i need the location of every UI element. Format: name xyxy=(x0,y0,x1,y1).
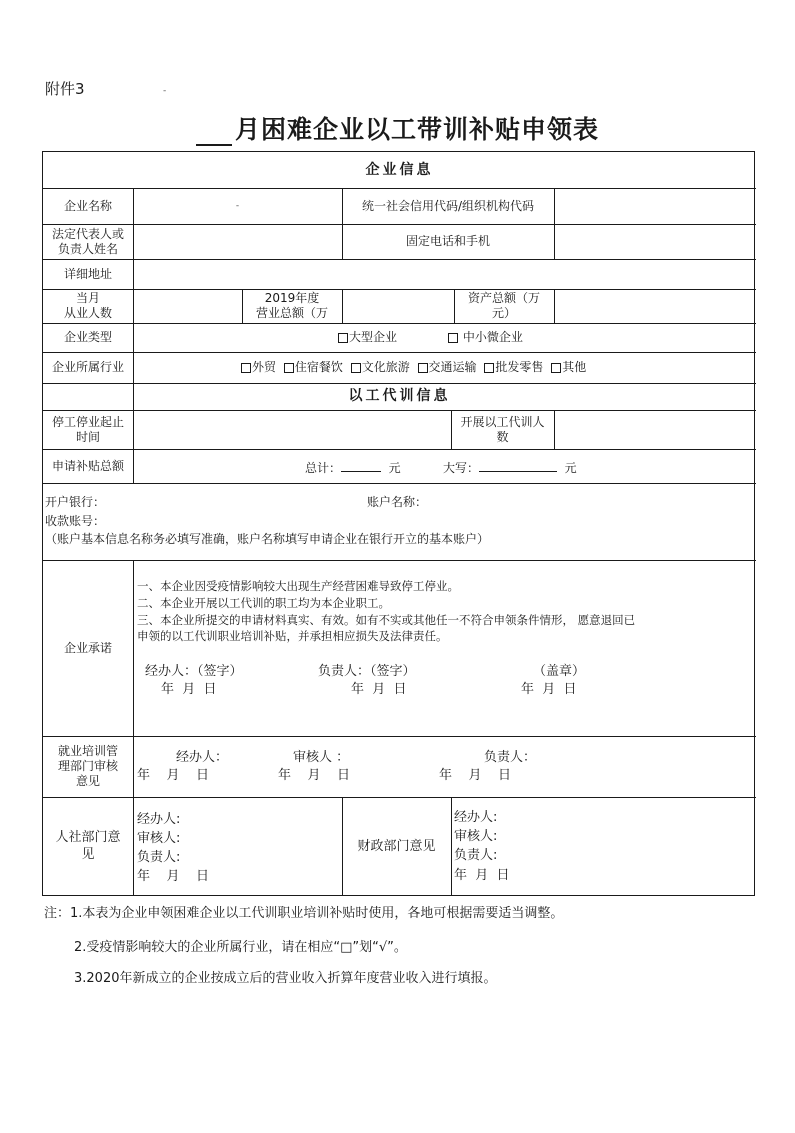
credit-code-field[interactable] xyxy=(554,188,756,224)
checkbox-icon xyxy=(484,363,494,373)
trainee-count-label: 开展以工代训人 数 xyxy=(460,414,545,444)
note-3: 3.2020年新成立的企业按成立后的营业收入折算年度营业收入进行填报。 xyxy=(74,971,497,986)
address-field[interactable] xyxy=(133,259,756,289)
pledge-item-1: 一、本企业因受疫情影响较大出现生产经营困难导致停工停业。 xyxy=(137,579,459,593)
checkbox-icon xyxy=(241,363,251,373)
industry-lodging[interactable]: 住宿餐饮 xyxy=(284,360,343,374)
industry-other[interactable]: 其他 xyxy=(551,360,586,374)
finance-leader: 负责人: xyxy=(454,848,498,863)
finance-handler: 经办人: xyxy=(454,810,498,825)
credit-code-label: 统一社会信用代码/组织机构代码 xyxy=(361,198,535,213)
address-label: 详细地址 xyxy=(63,266,112,281)
pledge-date-3: 年 月 日 xyxy=(521,682,577,697)
company-name-label: 企业名称 xyxy=(63,198,112,213)
pledge-label: 企业承诺 xyxy=(63,640,112,655)
account-no-label: 收款账号： xyxy=(45,514,106,528)
section-enterprise-info: 企业信息 xyxy=(365,161,434,178)
pledge-leader-sign: 负责人：（签字） xyxy=(318,664,416,679)
finance-dept-label: 财政部门意见 xyxy=(357,838,436,854)
industry-options xyxy=(241,360,586,375)
company-type-sme[interactable]: 中小微企业 xyxy=(448,330,523,345)
industry-label: 企业所属行业 xyxy=(51,360,124,374)
month-blank[interactable] xyxy=(196,120,232,146)
staff-count-label: 当月 从业人数 xyxy=(63,291,112,320)
assets-label: 资产总额（万 元） xyxy=(467,291,540,320)
sum-blank[interactable] xyxy=(341,459,381,472)
review-reviewer: 审核人 ： xyxy=(293,750,350,765)
bank-label: 开户银行： xyxy=(45,495,106,509)
finance-reviewer: 审核人: xyxy=(454,829,498,844)
note-1: 注：1.本表为企业申领困难企业以工代训职业培训补贴时使用，各地可根据需要适当调整。 xyxy=(44,906,564,921)
stop-period-field[interactable] xyxy=(133,410,451,449)
hr-handler: 经办人: xyxy=(137,812,181,827)
pledge-item-2: 二、本企业开展以工代训的职工均为本企业职工。 xyxy=(137,596,390,610)
review-handler: 经办人： xyxy=(176,750,229,765)
revenue-label: 2019年度 营业总额（万 xyxy=(255,291,328,320)
checkbox-icon xyxy=(418,363,428,373)
industry-retail[interactable]: 批发零售 xyxy=(484,360,543,374)
phone-label: 固定电话和手机 xyxy=(405,234,490,248)
review-leader: 负责人： xyxy=(484,750,537,765)
subsidy-total-label: 申请补贴总额 xyxy=(51,458,124,473)
checkbox-icon xyxy=(338,333,348,343)
scan-mark: - xyxy=(163,86,167,96)
finance-date: 年 月 日 xyxy=(454,868,510,883)
review-date-1: 年 月 日 xyxy=(137,768,210,783)
pledge-date-1: 年 月 日 xyxy=(161,682,217,697)
pledge-handler-sign: 经办人：（签字） xyxy=(145,664,243,679)
assets-field[interactable] xyxy=(554,289,756,323)
pledge-item-3: 三、本企业所提交的申请材料真实、有效。如有不实或其他任一不符合申领条件情形， 愿意退回已 xyxy=(137,613,636,627)
trainee-count-field[interactable] xyxy=(554,410,756,449)
company-name-field[interactable]: - xyxy=(235,200,240,211)
application-form xyxy=(42,151,755,896)
phone-field[interactable] xyxy=(554,224,756,259)
review-label: 就业培训管 理部门审核 意见 xyxy=(57,744,118,788)
hr-reviewer: 审核人: xyxy=(137,831,181,846)
legal-rep-label: 法定代表人或 负责人姓名 xyxy=(51,226,124,256)
staff-count-field[interactable] xyxy=(133,289,242,323)
pledge-seal: （盖章） xyxy=(533,664,586,679)
company-type-large[interactable]: 大型企业 xyxy=(338,330,397,345)
subsidy-total-upper: 大写： 元 xyxy=(443,461,577,475)
checkbox-icon xyxy=(448,333,458,343)
attachment-label: 附件3 xyxy=(45,80,85,98)
section-training-info: 以工代训信息 xyxy=(348,388,451,404)
hr-dept-label: 人社部门意 见 xyxy=(55,830,121,862)
account-name-label: 账户名称： xyxy=(367,495,428,509)
note-2: 2.受疫情影响较大的企业所属行业，请在相应“□”划“√”。 xyxy=(74,940,407,955)
stop-period-label: 停工停业起止 时间 xyxy=(51,414,124,444)
review-date-3: 年 月 日 xyxy=(439,768,512,783)
page-title: 月困难企业以工带训补贴申领表 xyxy=(0,110,795,146)
hr-date: 年 月 日 xyxy=(137,869,210,884)
company-type-label: 企业类型 xyxy=(63,330,112,344)
industry-tourism[interactable]: 文化旅游 xyxy=(351,360,410,374)
revenue-field[interactable] xyxy=(342,289,454,323)
review-date-2: 年 月 日 xyxy=(278,768,351,783)
checkbox-icon xyxy=(551,363,561,373)
checkbox-icon xyxy=(284,363,294,373)
industry-transport[interactable]: 交通运输 xyxy=(418,360,477,374)
checkbox-icon xyxy=(351,363,361,373)
upper-blank[interactable] xyxy=(479,459,557,472)
pledge-item-4: 申领的以工代训职业培训补贴，并承担相应损失及法律责任。 xyxy=(137,629,448,643)
industry-foreign-trade[interactable]: 外贸 xyxy=(241,360,276,374)
bank-note: （账户基本信息名称务必填写准确，账户名称填写申请企业在银行开立的基本账户） xyxy=(45,532,490,546)
subsidy-total-sum: 总计： 元 xyxy=(305,461,401,475)
legal-rep-field[interactable] xyxy=(133,224,342,259)
hr-leader: 负责人: xyxy=(137,850,181,865)
pledge-date-2: 年 月 日 xyxy=(351,682,407,697)
